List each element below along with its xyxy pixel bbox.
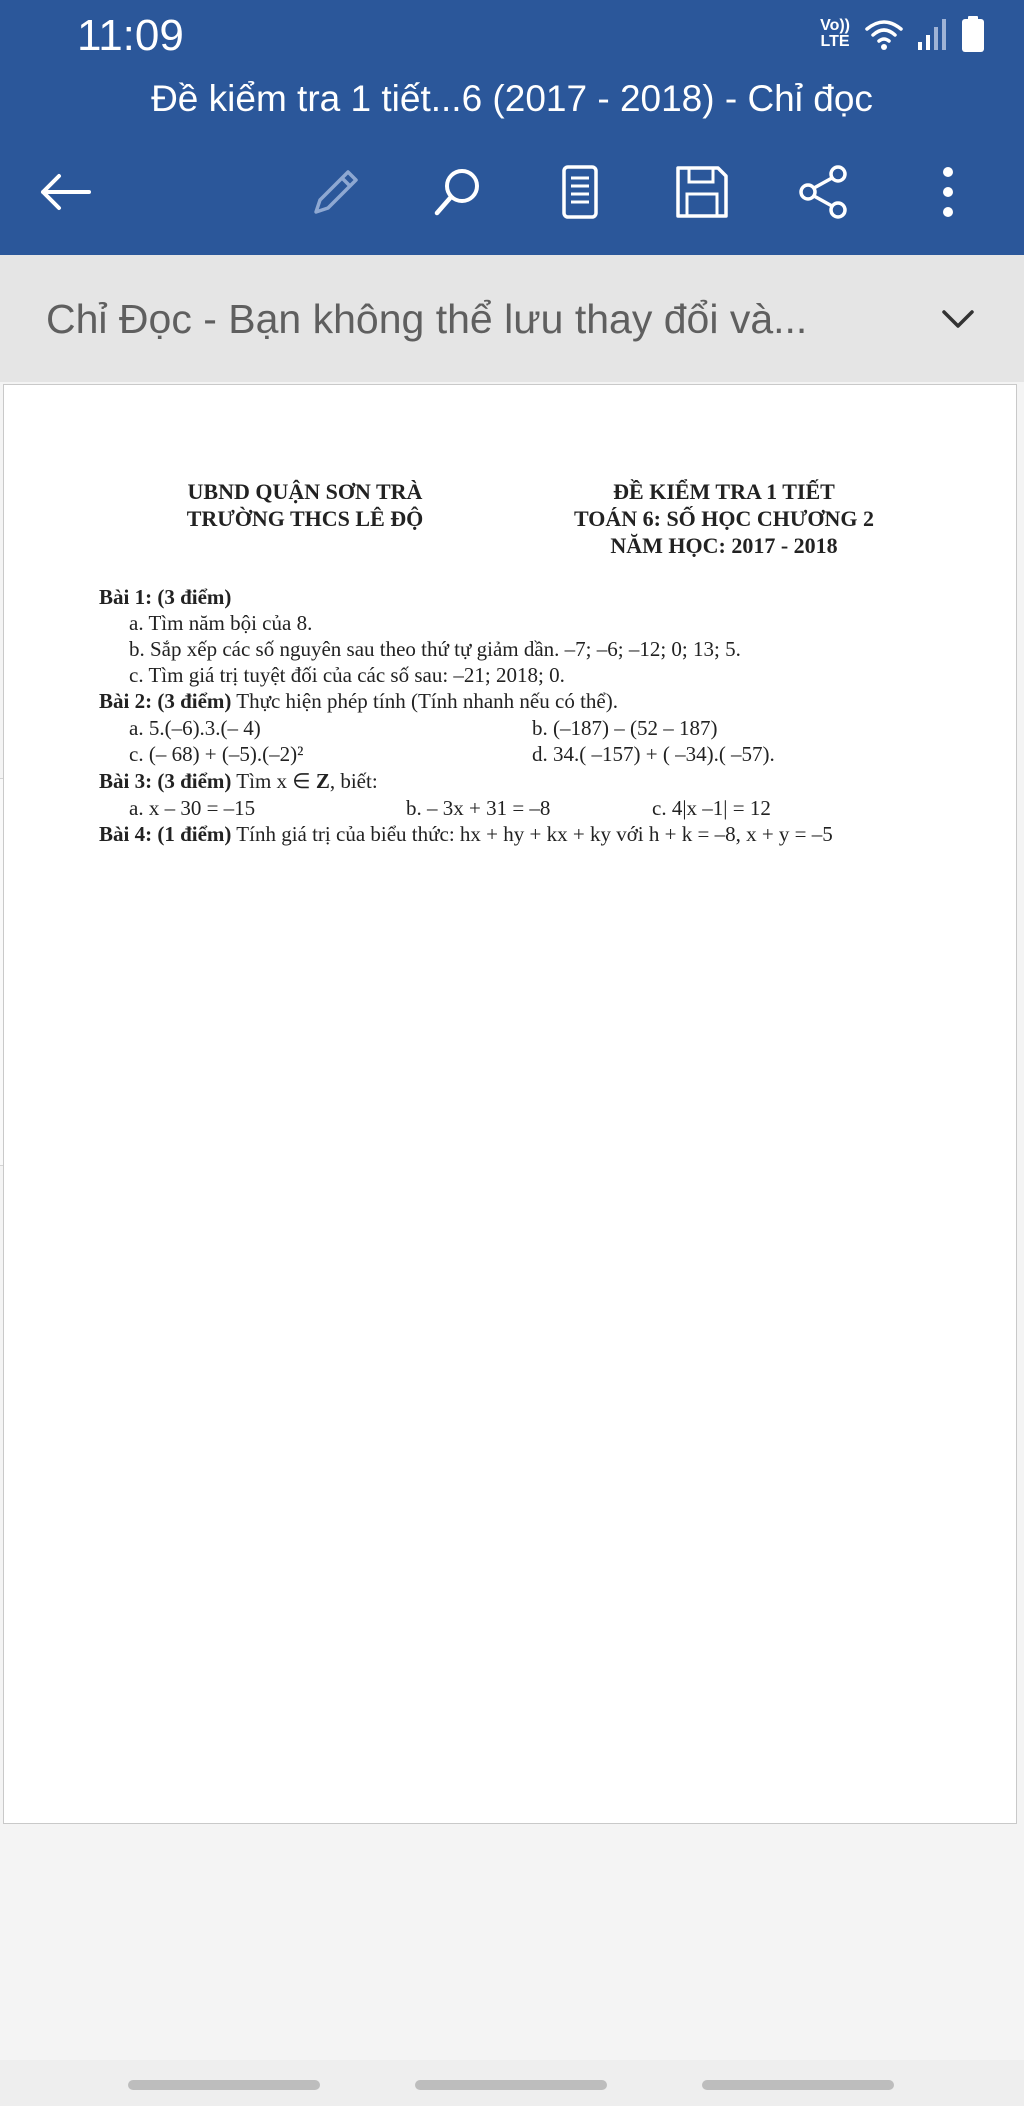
wifi-icon (864, 17, 904, 51)
share-icon (796, 164, 852, 220)
exam-subject: TOÁN 6: SỐ HỌC CHƯƠNG 2 (573, 506, 875, 531)
document-page (3, 384, 1017, 1824)
status-time: 11:09 (77, 11, 184, 60)
back-button[interactable] (33, 160, 97, 224)
search-icon (430, 164, 486, 220)
read-only-banner[interactable] (0, 255, 1024, 382)
nav-home-button[interactable] (415, 2080, 607, 2090)
school-name: TRƯỜNG THCS LÊ ĐỘ (186, 506, 424, 531)
nav-recents-button[interactable] (128, 2080, 320, 2090)
bai2-c: c. (– 68) + (–5).(–2)² (129, 742, 304, 766)
bai3-c: c. 4|x –1| = 12 (652, 796, 771, 820)
bai3-heading (99, 768, 378, 794)
expand-banner-button[interactable] (930, 291, 986, 347)
more-options-button[interactable] (916, 160, 980, 224)
mobile-view-button[interactable] (548, 160, 612, 224)
bai3-desc-post: , biết: (329, 769, 378, 793)
bai4-desc: Tính giá trị của biểu thức: hx + hy + kx + ky với h + k = –8, x + y = –5 (231, 822, 833, 846)
app-bar (0, 0, 1024, 255)
bai4-heading (99, 821, 833, 847)
document-title: Đề kiểm tra 1 tiết...6 (2017 - 2018) - Chỉ đọc (151, 78, 873, 119)
bai1-title: Bài 1: (3 điểm) (99, 585, 232, 609)
share-button[interactable] (792, 160, 856, 224)
bai2-a: a. 5.(–6).3.(– 4) (129, 716, 261, 740)
bai3-desc-z: Z (315, 769, 330, 793)
save-button[interactable] (670, 160, 734, 224)
save-icon (674, 164, 730, 220)
banner-text: Chỉ Đọc - Bạn không thể lưu thay đổi và... (46, 296, 808, 342)
bai4-title: Bài 4: (1 điểm) (99, 822, 232, 846)
bai3-title: Bài 3: (3 điểm) (99, 769, 232, 793)
toolbar (0, 150, 1024, 230)
bai2-b: b. (–187) – (52 – 187) (532, 716, 718, 740)
bai2-title: Bài 2: (3 điểm) (99, 689, 232, 713)
school-district: UBND QUẬN SƠN TRÀ (187, 479, 423, 504)
signal-icon (918, 18, 948, 50)
back-arrow-icon (37, 172, 93, 212)
bai3-b: b. – 3x + 31 = –8 (406, 796, 551, 820)
search-button[interactable] (426, 160, 490, 224)
nav-back-button[interactable] (702, 2080, 894, 2090)
bai1-c: c. Tìm giá trị tuyệt đối của các số sau: –21; 2018; 0. (129, 663, 565, 687)
mobile-view-icon (558, 164, 602, 220)
bai2-heading (99, 688, 618, 714)
header-right (524, 478, 924, 559)
battery-icon (962, 16, 984, 52)
bai1-a: a. Tìm năm bội của 8. (129, 611, 313, 635)
exam-year: NĂM HỌC: 2017 - 2018 (610, 533, 838, 558)
edit-button[interactable] (304, 160, 368, 224)
chevron-down-icon (938, 307, 978, 331)
header-left (102, 478, 508, 532)
bai2-d: d. 34.( –157) + ( –34).( –57). (532, 742, 775, 766)
system-nav-bar (0, 2060, 1024, 2106)
more-vertical-icon (938, 164, 958, 220)
network-indicator: Vo)) LTE (820, 17, 850, 50)
pencil-icon (308, 164, 364, 220)
exam-title: ĐỀ KIỂM TRA 1 TIẾT (613, 479, 835, 504)
bai3-a: a. x – 30 = –15 (129, 796, 256, 820)
bai2-desc: Thực hiện phép tính (Tính nhanh nếu có thể). (231, 689, 618, 713)
bai1-b: b. Sắp xếp các số nguyên sau theo thứ tự giảm dần. –7; –6; –12; 0; 13; 5. (129, 637, 741, 661)
status-icons (820, 14, 984, 54)
bai3-desc-pre: Tìm x ∈ (231, 769, 316, 793)
